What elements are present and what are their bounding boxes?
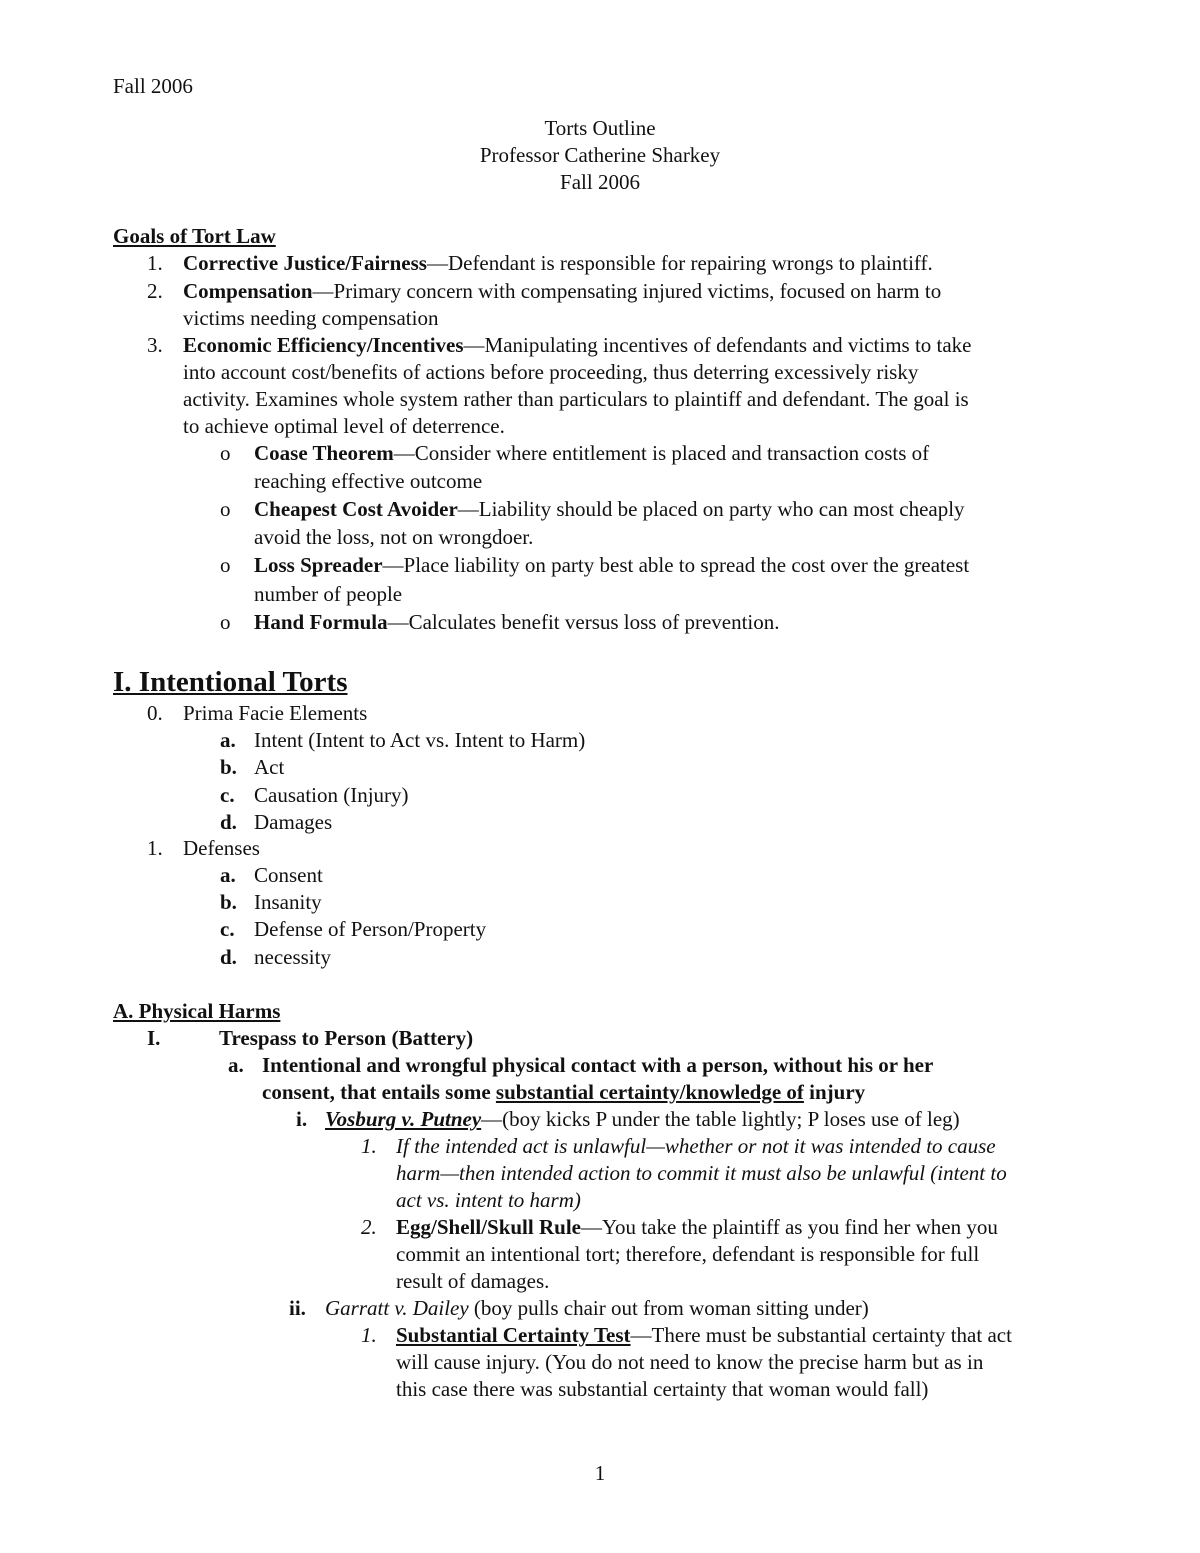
subitem-loss-line2: number of people (254, 582, 403, 606)
case1-name: Vosburg v. Putney (325, 1107, 482, 1131)
goals-item-2-term: Compensation (183, 279, 313, 303)
goals-item-2-line2: victims needing compensation (183, 306, 439, 330)
goals-item-2-text: —Primary concern with compensating injured victims, focused on harm to (312, 279, 942, 303)
case1-point2-marker: 2. (361, 1215, 377, 1239)
case2-point1-text: —There must be substantial certainty that act (630, 1323, 1012, 1347)
goals-item-1-term: Corrective Justice/Fairness (183, 251, 427, 275)
subitem-cheapest-text: —Liability should be placed on party who can most cheaply (457, 497, 965, 521)
defense-a-marker: a. (220, 863, 236, 887)
goals-item-3-line4: to achieve optimal level of deterrence. (183, 414, 505, 438)
page-number: 1 (594, 1461, 606, 1485)
def-line2b: substantial certainty/knowledge of (495, 1080, 804, 1104)
subitem-hand-term: Hand Formula (254, 610, 388, 634)
bullet-icon: o (220, 441, 231, 465)
defense-d: necessity (254, 945, 331, 969)
goals-item-3 (183, 332, 972, 359)
case2-name: Garratt v. Dailey (325, 1296, 469, 1320)
subitem-cheapest (254, 496, 965, 523)
bullet-icon: o (220, 497, 231, 521)
prima-a: Intent (Intent to Act vs. Intent to Harm) (254, 728, 586, 752)
prima-d: Damages (254, 810, 333, 834)
prima-c-marker: c. (220, 783, 235, 807)
subitem-loss-text: —Place liability on party best able to spread the cost over the greatest (382, 553, 970, 577)
prima-c: Causation (Injury) (254, 783, 409, 807)
goals-item-1-text: —Defendant is responsible for repairing wrongs to plaintiff. (426, 251, 933, 275)
prima-a-marker: a. (220, 728, 236, 752)
doc-term: Fall 2006 (560, 170, 640, 194)
goals-item-1 (183, 250, 933, 277)
case1-point1-marker: 1. (361, 1134, 377, 1158)
def-line2a: consent, that entails some (262, 1080, 496, 1104)
def-line2 (262, 1079, 865, 1106)
case2-point1 (396, 1322, 1012, 1349)
goals-item-3-term: Economic Efficiency/Incentives (183, 333, 464, 357)
case1 (325, 1106, 960, 1133)
defense-c-marker: c. (220, 917, 235, 941)
goals-item-2 (183, 278, 941, 305)
case1-point2-text: —You take the plaintiff as you find her when you (580, 1215, 998, 1239)
case1-point2-term: Egg/Shell/Skull Rule (396, 1215, 581, 1239)
battery-label: Trespass to Person (Battery) (219, 1026, 474, 1050)
prima-marker: 0. (147, 701, 163, 725)
case2-point1-line3: this case there was substantial certainty that woman would fall) (396, 1377, 929, 1401)
section-heading: I. Intentional Torts (113, 666, 348, 698)
doc-author: Professor Catherine Sharkey (479, 143, 721, 167)
case1-desc: —(boy kicks P under the table lightly; P loses use of leg) (481, 1107, 960, 1131)
goals-item-3-line3: activity. Examines whole system rather than particulars to plaintiff and defendant. The goal is (183, 387, 969, 411)
subitem-cheapest-line2: avoid the loss, not on wrongdoer. (254, 525, 534, 549)
goals-item-3-line2: into account cost/benefits of actions before proceeding, thus deterring excessively risky (183, 360, 919, 384)
case1-point2 (396, 1214, 998, 1241)
subitem-hand (254, 609, 780, 636)
defenses-marker: 1. (147, 836, 163, 860)
case2-point1-marker: 1. (361, 1323, 377, 1347)
def-line2c: injury (803, 1080, 866, 1104)
defense-d-marker: d. (220, 945, 237, 969)
defense-b: Insanity (254, 890, 322, 914)
case1-point1-line3: act vs. intent to harm) (396, 1188, 581, 1212)
physical-heading: A. Physical Harms (113, 999, 281, 1023)
case1-point1-line1: If the intended act is unlawful—whether or not it was intended to cause (396, 1134, 996, 1158)
prima-d-marker: d. (220, 810, 237, 834)
goals-heading: Goals of Tort Law (113, 224, 276, 248)
subitem-loss-term: Loss Spreader (254, 553, 383, 577)
bullet-icon: o (220, 610, 231, 634)
subitem-loss (254, 552, 969, 579)
goals-item-3-text: —Manipulating incentives of defendants and victims to take (463, 333, 972, 357)
case1-point2-line3: result of damages. (396, 1269, 550, 1293)
goals-marker-2: 2. (147, 279, 163, 303)
goals-marker-1: 1. (147, 251, 163, 275)
battery-marker: I. (147, 1026, 161, 1050)
subitem-coase (254, 440, 929, 467)
defenses-label: Defenses (183, 836, 260, 860)
prima-label: Prima Facie Elements (183, 701, 368, 725)
def-line1: Intentional and wrongful physical contact with a person, without his or her (262, 1053, 934, 1077)
running-header: Fall 2006 (113, 74, 193, 98)
defense-b-marker: b. (220, 890, 237, 914)
case1-point1-line2: harm—then intended action to commit it must also be unlawful (intent to (396, 1161, 1007, 1185)
case1-point2-line2: commit an intentional tort; therefore, defendant is responsible for full (396, 1242, 980, 1266)
subitem-coase-text: —Consider where entitlement is placed and transaction costs of (393, 441, 930, 465)
case2-marker: ii. (289, 1296, 306, 1320)
subitem-coase-term: Coase Theorem (254, 441, 394, 465)
prima-b-marker: b. (220, 755, 237, 779)
case2-point1-line2: will cause injury. (You do not need to know the precise harm but as in (396, 1350, 984, 1374)
subitem-hand-text: —Calculates benefit versus loss of prevention. (387, 610, 780, 634)
defense-c: Defense of Person/Property (254, 917, 487, 941)
def-marker: a. (228, 1053, 244, 1077)
case2-point1-term: Substantial Certainty Test (396, 1323, 631, 1347)
subitem-coase-line2: reaching effective outcome (254, 469, 483, 493)
case2 (325, 1295, 869, 1322)
case1-marker: i. (296, 1107, 308, 1131)
case2-desc: (boy pulls chair out from woman sitting under) (468, 1296, 869, 1320)
bullet-icon: o (220, 553, 231, 577)
subitem-cheapest-term: Cheapest Cost Avoider (254, 497, 458, 521)
defense-a: Consent (254, 863, 323, 887)
prima-b: Act (254, 755, 285, 779)
goals-marker-3: 3. (147, 333, 163, 357)
doc-title: Torts Outline (544, 116, 656, 140)
